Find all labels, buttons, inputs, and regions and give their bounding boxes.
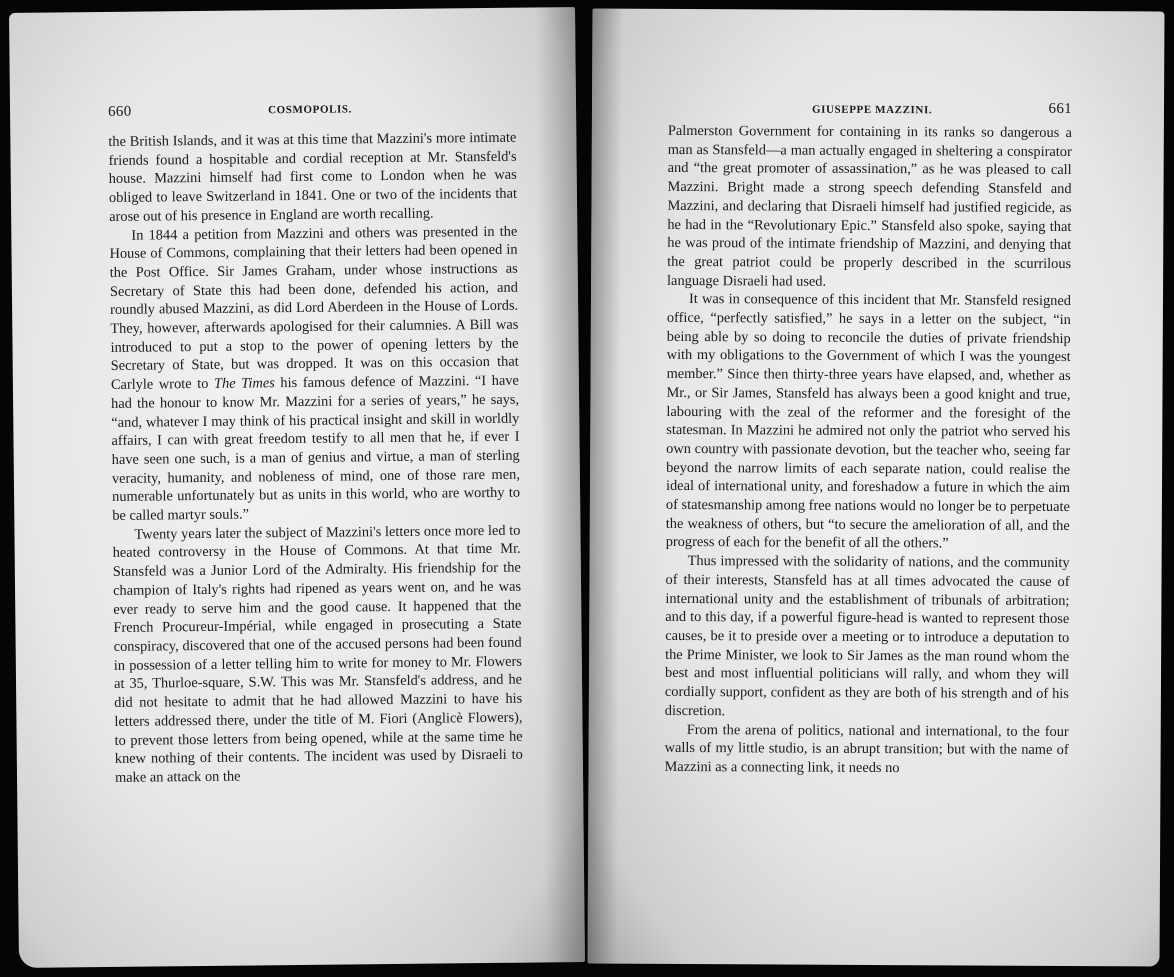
right-page-number: 661 — [1048, 100, 1073, 118]
left-paragraph-3: Twenty years later the subject of Mazzini's letters once more led to heated controversy in the House of Commons. At that time Mr. Stansfeld was a Junior Lord of the Admiralty. His friendship for the champion of Italy's rights had ripened as years went on, and he was ever ready to serve him and the good cause. It happened that the French Procureur-Impérial, while engaged in prosecuting a State conspiracy, discovered that one of the accused persons had been found in possession of a letter telling him to write for money to Mr. Flowers at 35, Thurloe-square, S.W. This was Mr. Stansfeld's address, and he did not hesitate to admit that he had allowed Mazzini to have his letters addressed there, under the title of M. Fiori (Anglicè Flowers), to prevent those letters from being opened, while at the same time he knew nothing of their contents. The incident was used by Disraeli to make an attack on the — [112, 522, 523, 786]
right-paragraph-4: From the arena of politics, national and international, to the four walls of my little studio, is an abrupt transition; but with the name of Mazzini as a connecting link, it needs no — [664, 721, 1069, 777]
right-running-title: GIUSEPPE MAZZINI. — [811, 103, 933, 117]
left-paragraph-2-part-1: In 1844 a petition from Mazzini and others was presented in the House of Commons, complaining that their letters had been opened in the Post Office. Sir James Graham, under whose instructions as Secretary of State this had been done, defended his action, and roundly abused Mazzini, as did Lord Aberdeen in the House of Lords. They, however, afterwards apologised for their calumnies. A Bill was introduced to put a stop to the power of opening letters by the Secretary of State, but was dropped. It was on this occasion that Carlyle wrote to — [109, 223, 519, 394]
the-times-title: The Times — [213, 375, 275, 393]
right-paragraph-1: Palmerston Government for containing in its ranks so dangerous a man as Stansfeld—a man actually engaged in sheltering a conspirator and “the great promoter of assassination,” as he was pleased to call Mazzini. Bright made a strong speech defending Stansfeld and Mazzini, and declaring that Disraeli himself had justified regicide, as he had in the “Revolutionary Epic.” Stansfeld also spoke, saying that he was proud of the intimate friendship of Mazzini, and denying that the great patriot could be properly described in the scurrilous language Disraeli had used. — [667, 122, 1072, 290]
left-paragraph-1: the British Islands, and it was at this time that Mazzini's more intimate friends found a hospitable and cordial reception at Mr. Stansfeld's house. Mazzini himself had first come to London when he was obliged to leave Switzerland in 1841. One or two of the incidents that arose out of his presence in England are worth recalling. — [108, 129, 518, 225]
right-paragraph-3: Thus impressed with the solidarity of nations, and the community of their interests, Stansfeld has at all times advocated the cause of international unity and the establishment of tribunals of arbitration; and to this day, if a powerful figure-head is wanted to represent those causes, be it to preside over a meeting or to introduce a deputation to the Prime Minister, we look to Sir James as the man round whom the best and most influential politicians will rally, and whom they will cordially support, confident as they are both of his strength and of his discretion. — [664, 553, 1070, 720]
left-page — [9, 7, 585, 968]
right-body-text — [664, 122, 1071, 779]
gutter-shadow — [588, 9, 623, 964]
left-running-title: COSMOPOLIS. — [267, 103, 353, 117]
right-running-head — [668, 100, 1073, 118]
left-page-number: 660 — [107, 103, 132, 120]
gutter-shadow — [535, 7, 585, 962]
left-paragraph-2 — [109, 222, 520, 526]
left-paragraph-2-part-2: his famous defence of Mazzini. “I have had the honour to know Mr. Mazzini for a series of years,” he says, “and, whatever I may think of his practical insight and skill in worldly affairs, I can with great freedom testify to all men that he, if ever I have seen one such, is a man of genius and virtue, a man of sterling veracity, humanity, and nobleness of mind, one of those rare men, numerable unfortunately but as units in this world, who are worthy to be called martyr souls.” — [111, 372, 521, 524]
left-running-head — [108, 100, 516, 121]
right-paragraph-2: It was in consequence of this incident that Mr. Stansfeld resigned office, “perfectly satisfied,” he says in a letter on the subject, “in being able by so doing to reconcile the duties of private friendship with my obligations to the Government of which I was the youngest member.” Since then thirty-three years have elapsed, and, whether as Mr., or Sir James, Stansfeld has always been a good knight and true, labouring with the zeal of the reformer and the foresight of the statesman. In Mazzini he admired not only the patriot who served his own country with passionate devotion, but the teacher who, seeing far beyond the narrow limits of each separate nation, could realise the ideal of international unity, and foreshadow a future in which the aim of statesmanship among free nations would no longer be to perpetuate the weakness of others, but “to secure the amelioration of all, and the progress of each for the benefit of all the others.” — [665, 291, 1072, 552]
right-page — [588, 9, 1165, 967]
left-body-text — [108, 129, 523, 788]
